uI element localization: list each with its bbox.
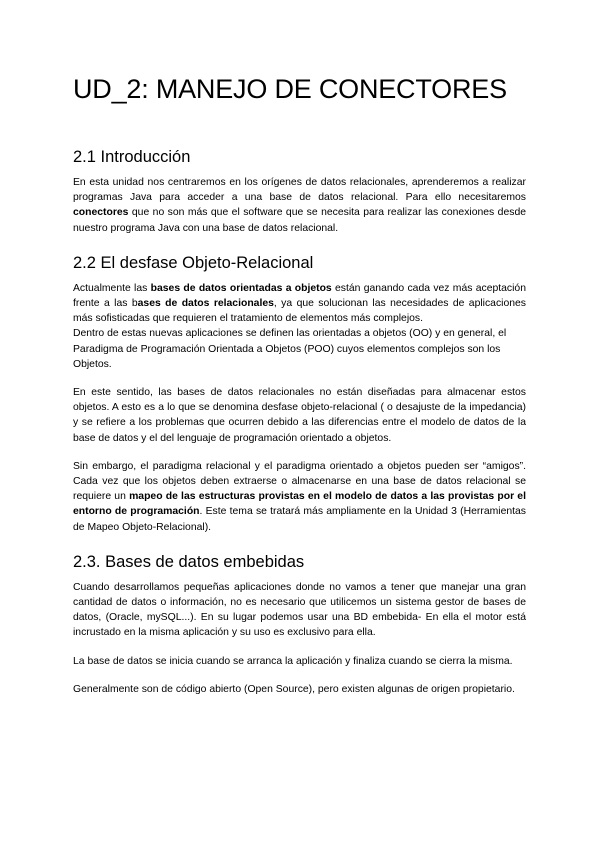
intro-paragraph: En esta unidad nos centraremos en los orígenes de datos relacionales, aprenderemos a realizar programas Java para acceder a una base de datos relacional. Para ello necesitaremos conectores que no son más que el software que se necesita para realizar las conexiones desde nuestro programa Java con una base de datos relacional.	[73, 177, 526, 234]
desfase-paragraph-3: En este sentido, las bases de datos relacionales no están diseñadas para almacenar estos objetos. A esto es a lo que se denomina desfase objeto-relacional ( o desajuste de la impedancia) y se refiere a los problemas que ocurren debido a las diferencias entre el modelo de datos de la base de datos y el del lenguaje de programación orientado a objetos.	[73, 387, 526, 444]
embebidas-paragraph-3: Generalmente son de código abierto (Open Source), pero existen algunas de origen propietario.	[73, 683, 515, 695]
desfase-paragraph-1: Actualmente las bases de datos orientadas a objetos están ganando cada vez más aceptación frente a las bases de datos relacionales, ya que solucionan las necesidades de aplicaciones más sofisticadas que requieren el tratamiento de elementos más complejos.	[73, 282, 526, 325]
embebidas-paragraph-2: La base de datos se inicia cuando se arranca la aplicación y finaliza cuando se cierra la misma.	[73, 655, 513, 667]
embebidas-paragraph-1: Cuando desarrollamos pequeñas aplicaciones donde no vamos a tener que manejar una gran cantidad de datos o información, no es necesario que utilicemos un sistema gestor de bases de datos, (Oracle, mySQL...). En su lugar podemos usar una BD embebida- En ella el motor está incrustado en la misma aplicación y su uso es exclusivo para ella.	[73, 581, 526, 639]
document-title: UD_2: MANEJO DE CONECTORES	[73, 74, 507, 104]
section-heading-embebidas: 2.3. Bases de datos embebidas	[73, 552, 305, 571]
section-heading-introduccion: 2.1 Introducción	[73, 148, 191, 166]
desfase-paragraph-4: Sin embargo, el paradigma relacional y el paradigma orientado a objetos pueden ser “amigos”. Cada vez que los objetos deben extraerse o almacenarse en una base de datos relacional se requiere un mapeo de las estructuras provistas en el modelo de datos a las provistas por el entorno de programación. Este tema se tratará más ampliamente en la Unidad 3 (Herramientas de Mapeo Objeto-Relacional).	[73, 460, 526, 533]
section-heading-desfase: 2.2 El desfase Objeto-Relacional	[73, 253, 314, 272]
desfase-paragraph-2: Dentro de estas nuevas aplicaciones se definen las orientadas a objetos (OO) y en general, el Paradigma de Programación Orientada a Objetos (POO) cuyos elementos complejos son los Objetos.	[73, 328, 507, 370]
